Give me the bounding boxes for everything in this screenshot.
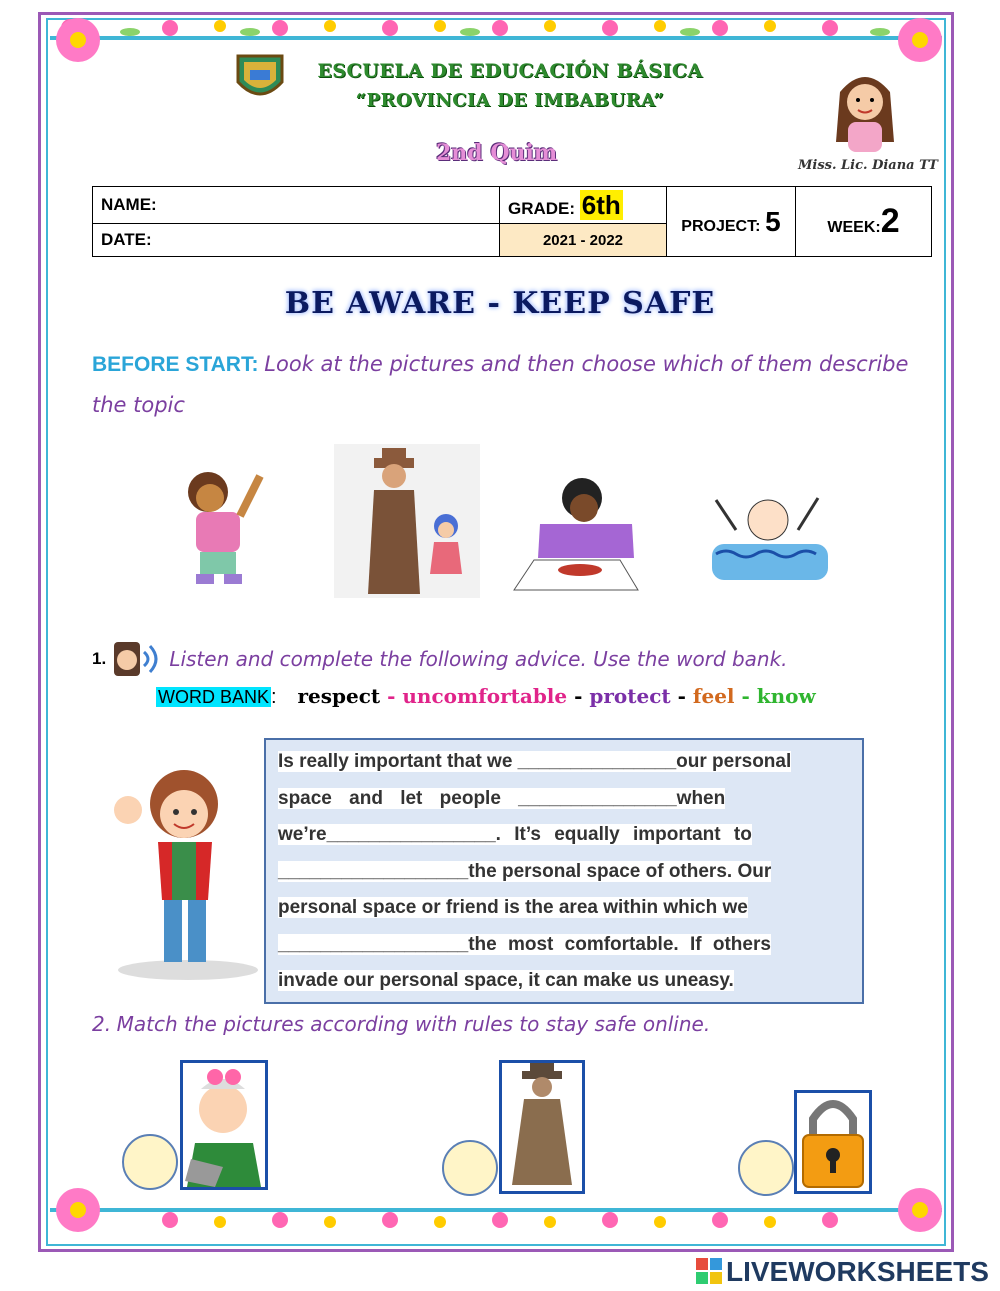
- match-answer-circle-3[interactable]: [738, 1140, 794, 1196]
- word-separator: -: [741, 684, 750, 708]
- match-answer-circle-1[interactable]: [122, 1134, 178, 1190]
- word-know: know: [756, 684, 816, 708]
- project-value: 5: [765, 205, 781, 237]
- stranger-with-child-picture[interactable]: [334, 444, 480, 598]
- drowning-person-picture[interactable]: [696, 480, 838, 588]
- spy-in-trenchcoat-picture: [502, 1063, 582, 1191]
- boy-writing-picture[interactable]: [510, 474, 642, 592]
- date-label: DATE:: [101, 230, 152, 249]
- advice-line: [278, 927, 850, 964]
- exercise1-instruction-row: [92, 640, 788, 678]
- word-bank: WORD BANK : respect - uncomfortable - protect - feel - know: [158, 684, 816, 708]
- name-label: NAME:: [101, 195, 157, 214]
- grade-value: 6th: [581, 189, 621, 220]
- advice-line: [278, 817, 850, 854]
- grandma-laptop-picture: [183, 1063, 265, 1187]
- match-picture-spy[interactable]: [499, 1060, 585, 1194]
- advice-line: [278, 744, 850, 781]
- advice-line: [278, 781, 850, 818]
- school-crest-icon: [232, 48, 288, 108]
- word-uncomfortable: uncomfortable: [402, 684, 568, 708]
- liveworksheets-logo-icon: [696, 1258, 724, 1286]
- exercise1-number: 1.: [92, 649, 107, 668]
- word-respect: respect: [297, 684, 381, 708]
- advice-line-5: personal space or friend is the area within which we: [278, 897, 748, 918]
- word-separator: -: [677, 684, 686, 708]
- flower-corner-bottom-left: [48, 1180, 118, 1240]
- worksheet-title: BE AWARE - KEEP SAFE: [284, 286, 716, 321]
- word-protect: protect: [589, 684, 671, 708]
- before-start-section: [92, 344, 942, 426]
- flower-corner-top-left: [48, 10, 118, 70]
- school-name-line1: ESCUELA DE EDUCACIÓN BÁSICA: [317, 60, 703, 82]
- exercise1-instruction: Listen and complete the following advice. Use the word bank.: [169, 647, 788, 671]
- advice-line: [278, 890, 850, 927]
- week-label: WEEK:: [827, 219, 881, 236]
- word-separator: -: [574, 684, 583, 708]
- school-name-line2: “PROVINCIA DE IMBABURA”: [355, 90, 665, 111]
- advice-line-1[interactable]: Is really important that we _______________our personal: [278, 751, 792, 772]
- week-value: 2: [880, 202, 900, 240]
- advice-line-2[interactable]: space and let people _______________when: [278, 787, 726, 809]
- week-cell: [796, 187, 932, 257]
- quimester-label: 2nd Quim: [436, 140, 558, 166]
- before-start-label: BEFORE START:: [92, 353, 259, 376]
- before-start-text: Look at the pictures and then choose which of them describe the topic: [92, 352, 909, 417]
- project-label: PROJECT:: [681, 217, 761, 235]
- name-field[interactable]: [93, 187, 500, 224]
- listen-audio-icon[interactable]: [112, 640, 164, 678]
- advice-line-6[interactable]: __________________the most comfortable. If others: [278, 933, 771, 955]
- project-cell: [667, 187, 796, 257]
- word-bank-label: WORD BANK: [158, 687, 270, 707]
- girl-stop-gesture-picture: [108, 760, 258, 980]
- flower-corner-bottom-right: [880, 1180, 950, 1240]
- student-info-table: [92, 186, 932, 257]
- match-answer-circle-2[interactable]: [442, 1140, 498, 1196]
- teacher-avatar: [820, 62, 910, 158]
- date-field[interactable]: [93, 224, 500, 257]
- advice-line-4[interactable]: __________________the personal space of others. Our: [278, 860, 772, 882]
- word-separator: -: [387, 684, 396, 708]
- school-year: 2021 - 2022: [500, 224, 667, 257]
- singing-girl-picture[interactable]: [160, 456, 280, 592]
- liveworksheets-brand[interactable]: LIVEWORKSHEETS: [726, 1256, 989, 1287]
- grade-cell: [500, 187, 667, 224]
- floral-border-top: [50, 10, 942, 48]
- floral-border-bottom: [50, 1198, 942, 1236]
- advice-line-7: invade our personal space, it can make us uneasy.: [278, 970, 734, 991]
- match-picture-grandma-laptop[interactable]: [180, 1060, 268, 1190]
- advice-text-box: [264, 738, 864, 1004]
- padlock-icon: [797, 1093, 869, 1191]
- match-picture-padlock[interactable]: [794, 1090, 872, 1194]
- word-feel: feel: [692, 684, 735, 708]
- grade-label: GRADE:: [508, 198, 576, 218]
- advice-line-3[interactable]: we’re________________. It’s equally important to: [278, 824, 752, 845]
- flower-corner-top-right: [880, 10, 950, 70]
- exercise2-instruction: Match the pictures according with rules to stay safe online.: [116, 1012, 711, 1036]
- exercise2-number: 2.: [92, 1012, 112, 1036]
- exercise2-instruction-row: [92, 1012, 710, 1037]
- advice-line: [278, 963, 850, 1000]
- advice-line: [278, 854, 850, 891]
- teacher-name: Miss. Lic. Diana TT: [798, 158, 938, 173]
